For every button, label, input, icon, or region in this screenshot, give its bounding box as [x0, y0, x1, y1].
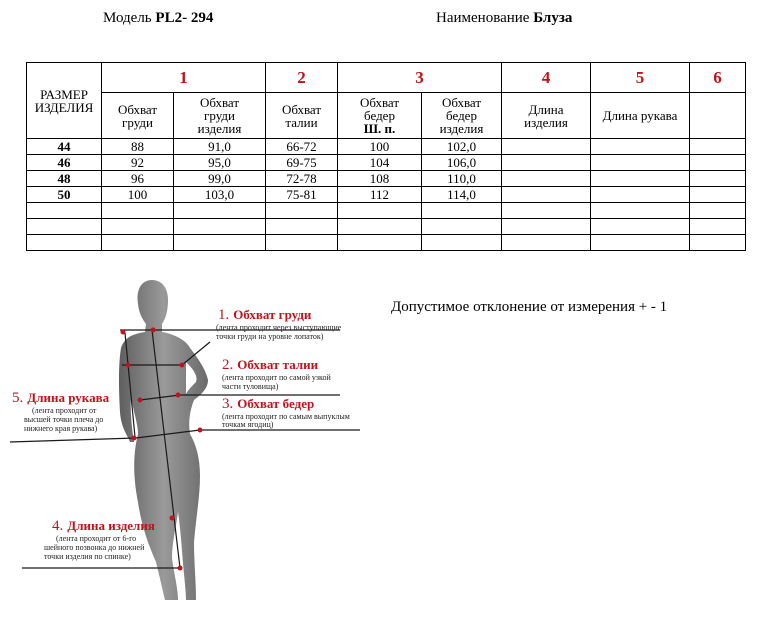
- measurement-figure: [0, 262, 400, 607]
- name-value: Блуза: [533, 10, 573, 26]
- table-cell: 112: [338, 187, 422, 203]
- table-row: [27, 203, 746, 219]
- table-cell: 91,0: [174, 139, 266, 155]
- table-cell: [174, 219, 266, 235]
- label-waist: [222, 357, 331, 391]
- table-cell: [338, 203, 422, 219]
- table-cell: 88: [102, 139, 174, 155]
- body-silhouette: [119, 280, 208, 600]
- table-cell: 106,0: [422, 155, 502, 171]
- table-cell: [502, 219, 591, 235]
- table-cell: [338, 235, 422, 251]
- label-hips: [222, 396, 350, 429]
- table-cell: 114,0: [422, 187, 502, 203]
- svg-text:4.Длина изделия: 4. Длина изделия: [52, 518, 155, 534]
- group-number-4: 4: [502, 63, 591, 93]
- col-length: Длина изделия: [502, 93, 591, 139]
- table-cell: [591, 203, 690, 219]
- table-cell: [422, 219, 502, 235]
- group-number-2: 2: [266, 63, 338, 93]
- table-cell: [422, 235, 502, 251]
- label-sleeve: [12, 390, 110, 433]
- svg-text:точки изделия по спинке): точки изделия по спинке): [44, 552, 131, 561]
- table-cell: [690, 171, 746, 187]
- table-cell: [266, 203, 338, 219]
- table-cell: 104: [338, 155, 422, 171]
- col-hips-label: Обхват бедер: [359, 95, 400, 123]
- table-cell: [690, 235, 746, 251]
- table-row: [27, 235, 746, 251]
- group-number-6: 6: [690, 63, 746, 93]
- table-cell: [102, 219, 174, 235]
- table-cell: [690, 203, 746, 219]
- table-row: [27, 155, 746, 171]
- svg-text:(лента проходит по самой узкой: (лента проходит по самой узкой: [222, 373, 331, 382]
- table-cell: [690, 187, 746, 203]
- size-cell: [27, 235, 102, 251]
- svg-text:2.Обхват талии: 2. Обхват талии: [222, 357, 319, 373]
- label-length: [44, 518, 155, 561]
- size-header: РАЗМЕР ИЗДЕЛИЯ: [27, 63, 102, 139]
- table-cell: [266, 235, 338, 251]
- table-cell: [102, 203, 174, 219]
- table-cell: 66-72: [266, 139, 338, 155]
- size-cell: 50: [27, 187, 102, 203]
- group-number-5: 5: [591, 63, 690, 93]
- table-row: [27, 171, 746, 187]
- table-cell: [422, 203, 502, 219]
- table-cell: [502, 139, 591, 155]
- table-cell: [591, 219, 690, 235]
- table-cell: [502, 203, 591, 219]
- svg-text:(лента проходит от: (лента проходит от: [32, 406, 97, 415]
- svg-text:высшей точки плеча до: высшей точки плеча до: [24, 415, 104, 424]
- table-cell: [690, 139, 746, 155]
- table-cell: [591, 171, 690, 187]
- table-cell: [690, 219, 746, 235]
- col-hips-note: Ш. п.: [363, 121, 396, 136]
- svg-text:части туловища): части туловища): [222, 382, 279, 391]
- size-cell: 48: [27, 171, 102, 187]
- size-cell: 46: [27, 155, 102, 171]
- svg-text:3.Обхват бедер: 3. Обхват бедер: [222, 396, 315, 412]
- table-cell: 96: [102, 171, 174, 187]
- table-cell: [102, 235, 174, 251]
- table-cell: 100: [102, 187, 174, 203]
- table-cell: 75-81: [266, 187, 338, 203]
- group-number-1: 1: [102, 63, 266, 93]
- table-cell: [502, 187, 591, 203]
- col-hips-garment: Обхват бедер изделия: [422, 93, 502, 139]
- table-cell: [174, 235, 266, 251]
- col-empty: [690, 93, 746, 139]
- table-cell: [502, 155, 591, 171]
- table-cell: 102,0: [422, 139, 502, 155]
- svg-text:(лента проходит от 6-го: (лента проходит от 6-го: [56, 534, 137, 543]
- table-row: [27, 219, 746, 235]
- table-cell: 99,0: [174, 171, 266, 187]
- svg-text:точкам ягодиц): точкам ягодиц): [222, 420, 274, 429]
- label-chest: [216, 307, 342, 341]
- tolerance-note: Допустимое отклонение от измерения + - 1: [391, 299, 668, 315]
- size-cell: [27, 203, 102, 219]
- svg-text:шейного позвонка до нижней: шейного позвонка до нижней: [44, 543, 145, 552]
- name-label: Наименование: [436, 10, 530, 26]
- table-cell: [502, 171, 591, 187]
- table-cell: [338, 219, 422, 235]
- col-chest: Обхват груди: [102, 93, 174, 139]
- svg-text:(лента проходит по самым выпук: (лента проходит по самым выпуклым: [222, 412, 350, 421]
- model-header: [103, 10, 213, 27]
- table-cell: [690, 155, 746, 171]
- col-hips: [338, 93, 422, 139]
- table-row: [27, 139, 746, 155]
- col-waist: Обхват талии: [266, 93, 338, 139]
- svg-text:нижнего края рукава): нижнего края рукава): [24, 424, 98, 433]
- col-sleeve: Длина рукава: [591, 93, 690, 139]
- table-cell: 110,0: [422, 171, 502, 187]
- svg-text:(лента проходит через выступаю: (лента проходит через выступающие: [216, 323, 342, 332]
- table-cell: 72-78: [266, 171, 338, 187]
- table-row: [27, 187, 746, 203]
- table-cell: 69-75: [266, 155, 338, 171]
- size-cell: [27, 219, 102, 235]
- table-cell: 95,0: [174, 155, 266, 171]
- table-cell: 100: [338, 139, 422, 155]
- col-chest-garment: Обхват груди изделия: [174, 93, 266, 139]
- table-cell: 108: [338, 171, 422, 187]
- table-cell: [502, 235, 591, 251]
- table-cell: [591, 155, 690, 171]
- svg-text:5.Длина рукава: 5. Длина рукава: [12, 390, 110, 406]
- table-cell: [591, 139, 690, 155]
- table-cell: [591, 235, 690, 251]
- table-cell: [174, 203, 266, 219]
- model-value: PL2- 294: [155, 10, 214, 26]
- svg-text:1.Обхват груди: 1. Обхват груди: [218, 307, 312, 323]
- table-cell: [591, 187, 690, 203]
- svg-text:точки груди на уровне лопаток): точки груди на уровне лопаток): [216, 332, 324, 341]
- size-cell: 44: [27, 139, 102, 155]
- table-cell: 92: [102, 155, 174, 171]
- sleeve-leader: [10, 438, 136, 442]
- size-table: [26, 62, 746, 251]
- group-number-3: 3: [338, 63, 502, 93]
- name-header: [436, 10, 572, 27]
- table-cell: 103,0: [174, 187, 266, 203]
- table-cell: [266, 219, 338, 235]
- model-label: Модель: [103, 10, 152, 26]
